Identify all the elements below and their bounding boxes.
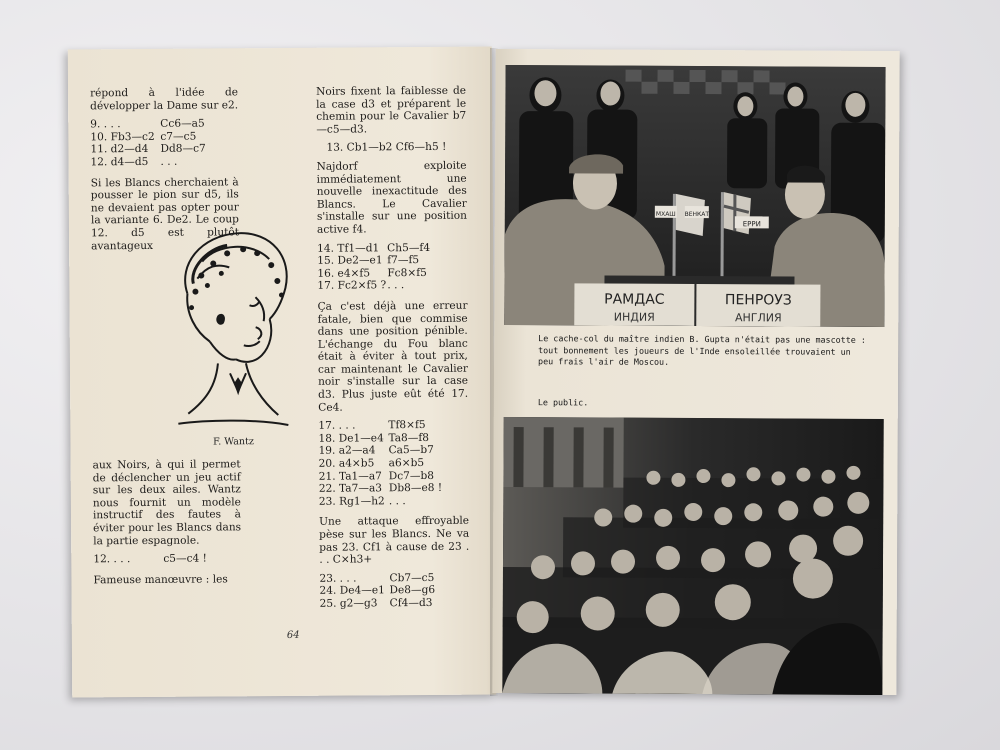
paragraph: Si les Blancs cherchaient à pousser le pion sur d5, ils ne devaient pas opter pour la variante 6. De2. Le coup 12. d5 est plutôt avantageux [90, 175, 240, 252]
right-column [316, 85, 470, 619]
move-row: 17. Fc2×f5 ? . . . [317, 279, 405, 293]
name-card-india: ИНДИЯ [613, 310, 655, 324]
move-row: 20. a4×b5 a6×b5 [318, 457, 425, 470]
name-card-england: АНГЛИЯ [734, 311, 782, 325]
name-card-ramdas: РАМДАС [604, 291, 665, 308]
paragraph: Noirs fixent la faiblesse de la case d3 et préparent le chemin pour le Cavalier b7—c5—d3. [316, 84, 467, 136]
move-row: 9. . . . Cc6—a5 [90, 117, 205, 131]
move-row: 22. Ta7—a3 Db8—e8 ! [318, 482, 443, 495]
move-row: 10. Fb3—c2 c7—c5 [90, 130, 197, 144]
move-row: 12. . . . c5—c4 ! [93, 552, 207, 566]
booklet [62, 44, 902, 706]
paragraph: répond à l'idée de développer la Dame sur e2. [90, 86, 239, 112]
left-page [68, 47, 497, 698]
photo-caption-public: Le public. [537, 397, 589, 408]
name-card-mhash: МХАШ [655, 210, 676, 218]
chess-match-photo-icon [504, 65, 885, 327]
name-card-penrose: ПЕНРОУЗ [724, 292, 792, 309]
move-row: 23. . . . Cb7—c5 [319, 571, 435, 585]
name-card-venkat: ВЕНКАТ [684, 210, 710, 219]
name-card-erri: ЕРРИ [742, 220, 761, 229]
move-row: 15. De2—e1 f7—f5 [317, 254, 420, 267]
move-list [90, 117, 238, 168]
move-row: 23. Rg1—h2 . . . [318, 494, 406, 508]
move-row: 12. d4—d5 . . . [90, 155, 178, 169]
chess-players-photo [504, 65, 885, 327]
audience-photo [502, 417, 883, 695]
move-list [93, 552, 241, 566]
right-page [492, 49, 899, 695]
photo-caption-players: Le cache-col du maître indien B. Gupta n'était pas une mascotte : tout bonnement les joueurs de l'Inde ensoleillée trouvaient un peu frais l'air de Moscou. [538, 333, 866, 368]
paragraph: Ça c'est déjà une erreur fatale, bien que commise dans une position pénible. L'échange du Fou blanc était à éviter à tout prix, car maintenant le Cavalier noir s'installe sur la case d3. Plus juste eût été 17. Ce4. [317, 299, 469, 414]
move-list [317, 241, 467, 292]
caricature-caption: F. Wantz [213, 436, 254, 448]
move-row: 16. e4×f5 Fc8×f5 [317, 266, 427, 280]
paragraph: Une attaque effroyable pèse sur les Blancs. Ne va pas 23. Cf1 à cause de 23 . . . C×h3+ [319, 515, 470, 566]
audience-photo-icon [502, 417, 883, 695]
move-list [318, 419, 469, 508]
move-row: 21. Ta1—a7 Dc7—b8 [318, 469, 435, 483]
wantz-caricature-icon [157, 223, 300, 434]
move-row: 18. De1—e4 Ta8—f8 [318, 431, 430, 445]
paragraph: aux Noirs, à qui il permet de déclencher un jeu actif sur les deux ailes. Wantz nous fournit un modèle instructif des fautes à éviter pour les Blancs dans la partie espagnole. [92, 458, 242, 547]
move-row: 24. De4—e1 De8—g6 [319, 584, 436, 598]
move-row: 25. g2—g3 Cf4—d3 [319, 596, 433, 610]
move-row: 19. a2—a4 Ca5—b7 [318, 444, 434, 458]
paragraph: Fameuse manœuvre : les [93, 573, 228, 587]
left-column-bottom [93, 458, 242, 592]
move-row: 17. . . . Tf8×f5 [318, 419, 426, 432]
move-list [319, 571, 469, 610]
page-number: 64 [286, 629, 300, 641]
move-row: 11. d2—d4 Dd8—c7 [90, 142, 206, 156]
paragraph: Najdorf exploite immédiatement une nouvelle inexactitude des Blancs. Le Cavalier s'installe sur une position active f4. [316, 159, 467, 236]
move-line: 13. Cb1—b2 Cf6—h5 ! [326, 141, 447, 155]
move-row: 14. Tf1—d1 Ch5—f4 [317, 241, 431, 255]
